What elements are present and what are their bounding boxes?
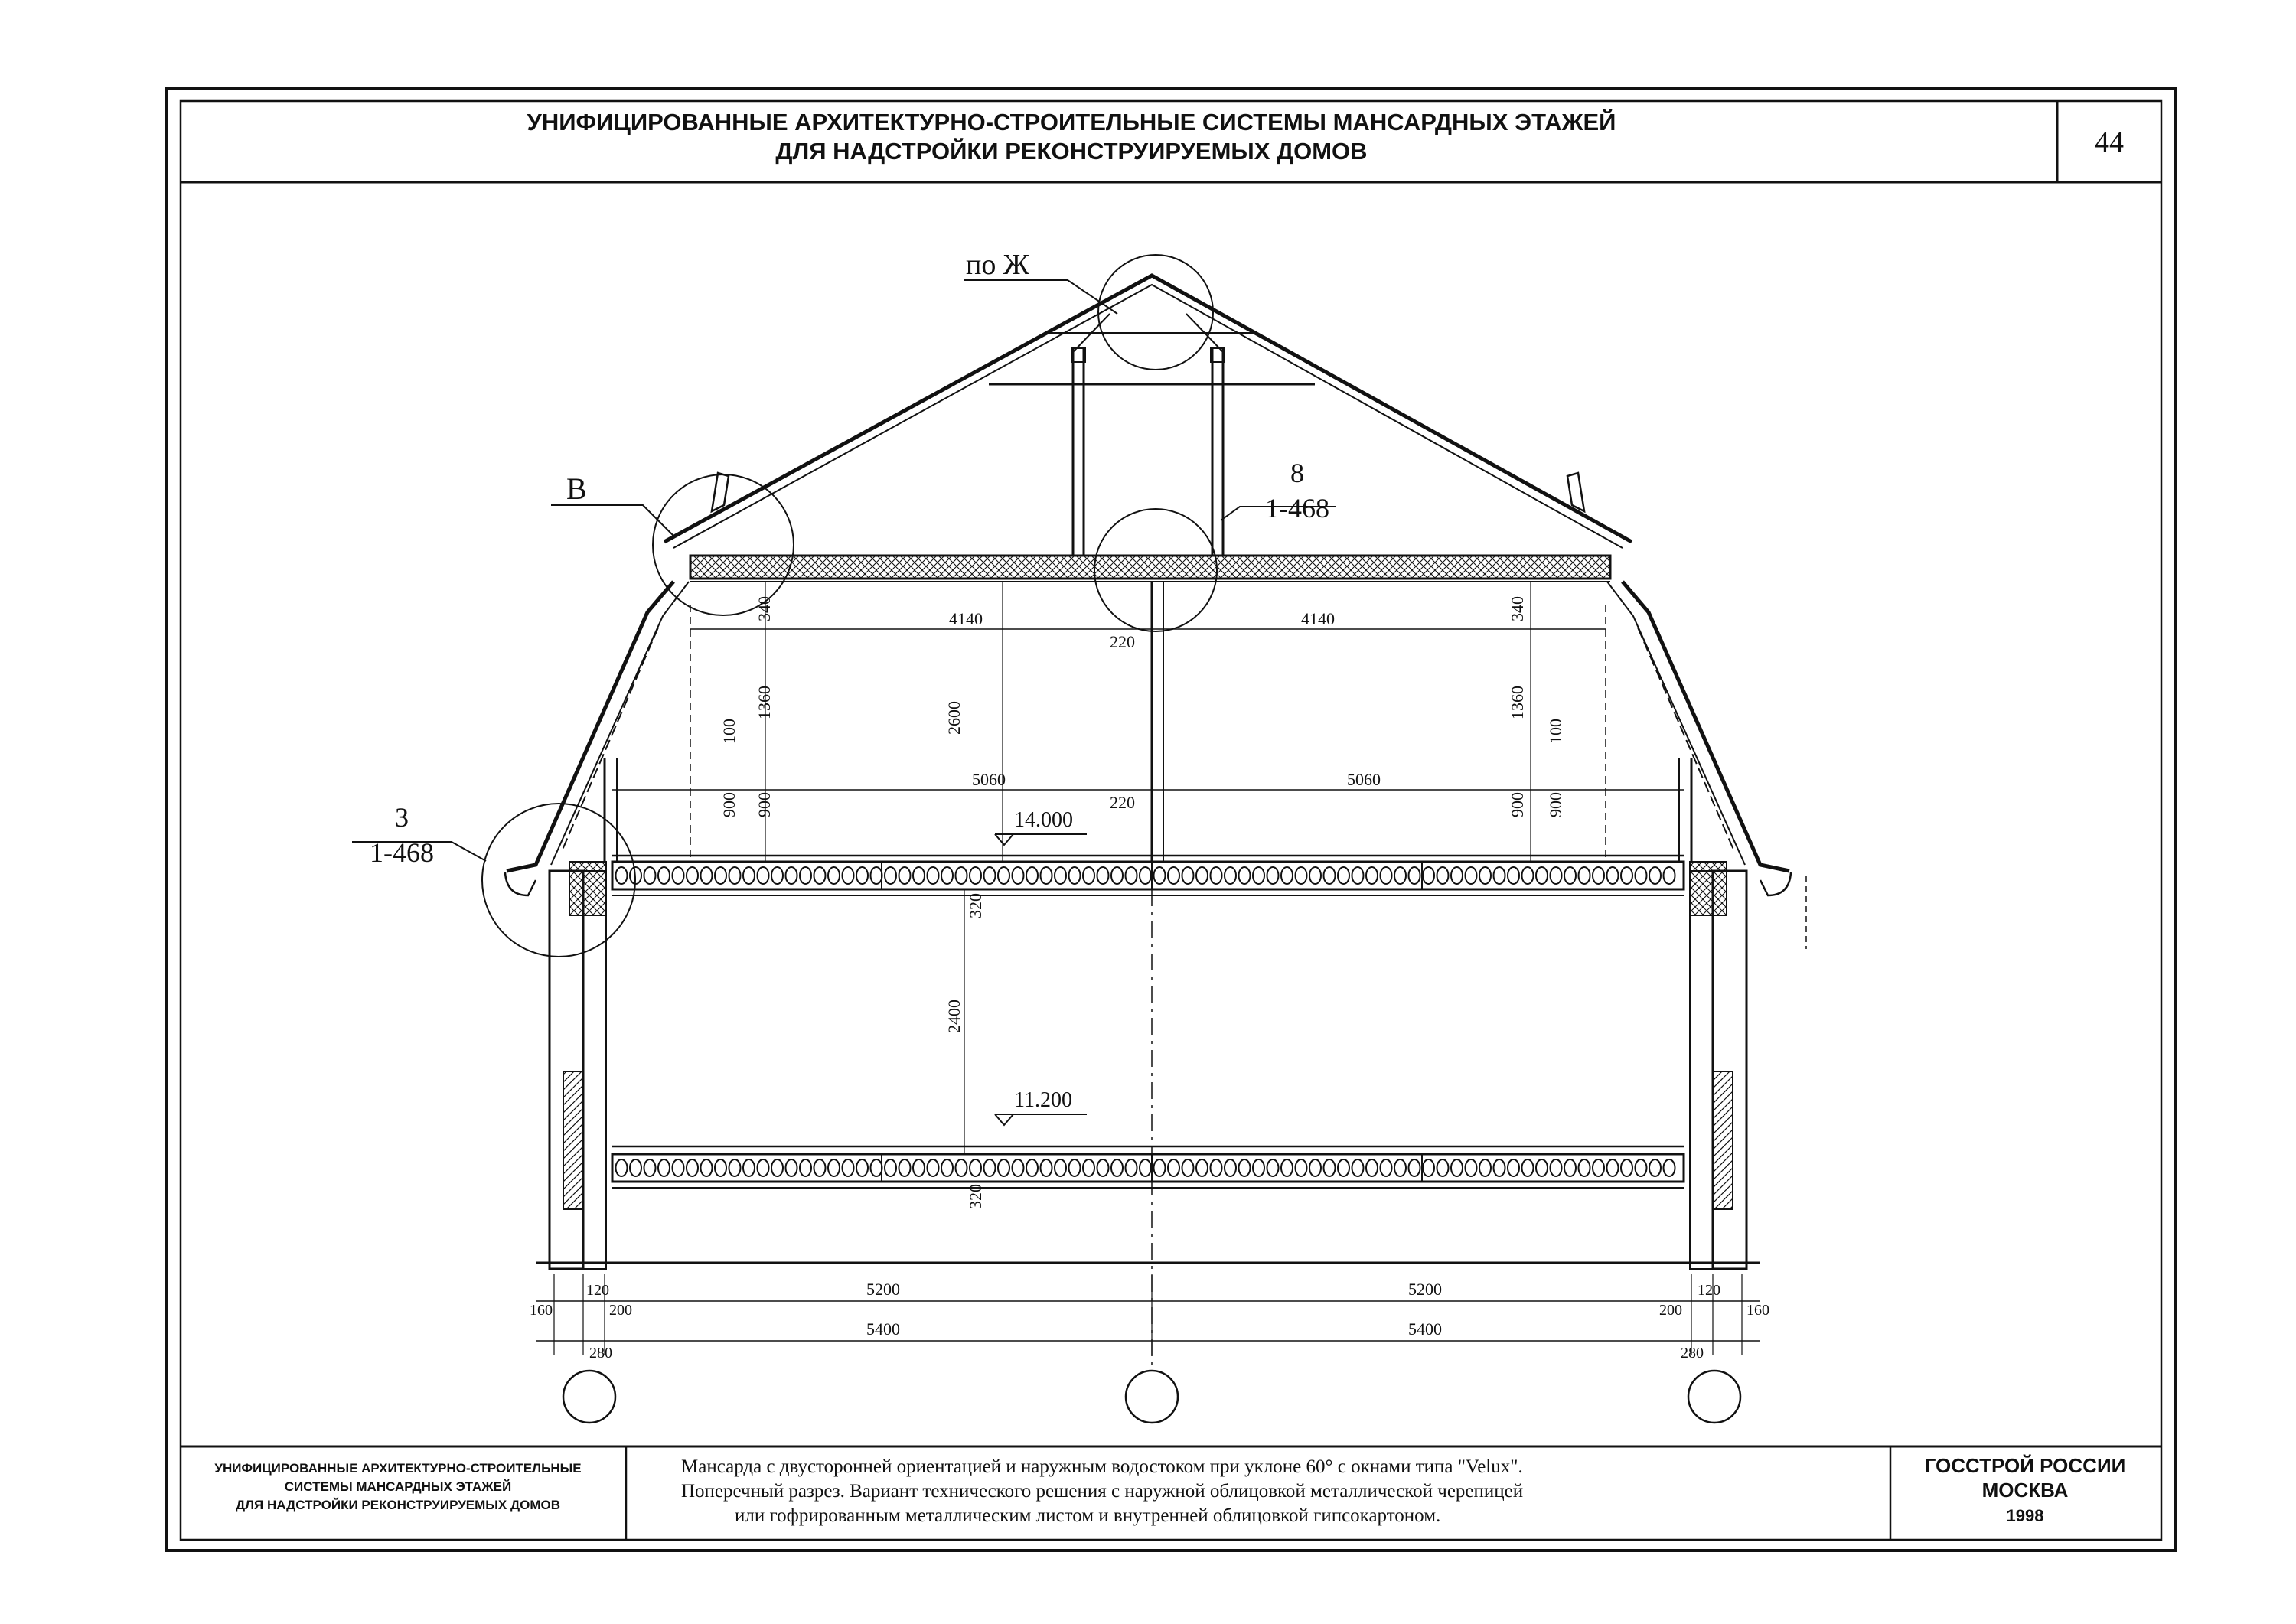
slab-void [1607, 867, 1619, 884]
slab-void [1394, 867, 1406, 884]
slab-void [658, 1159, 670, 1176]
slab-void [1636, 867, 1647, 884]
slab-void [1182, 1159, 1194, 1176]
slab-void [616, 1159, 628, 1176]
slab-void [970, 1159, 981, 1176]
sheet-number: 44 [2095, 126, 2124, 158]
slab-void [828, 867, 840, 884]
level-lower: 11.200 [1014, 1088, 1072, 1112]
slab-void [1026, 867, 1038, 884]
slab-void [1352, 1159, 1364, 1176]
slab-void [871, 867, 882, 884]
dim-900-a: 900 [719, 792, 739, 817]
slab-void [1168, 867, 1179, 884]
slab-void [1097, 1159, 1109, 1176]
tb-left-line2: СИСТЕМЫ МАНСАРДНЫХ ЭТАЖЕЙ [284, 1479, 512, 1494]
dim-attic-right: 4140 [1301, 609, 1335, 628]
slab-void [885, 1159, 896, 1176]
slab-void [1296, 1159, 1307, 1176]
slab-void [673, 1159, 684, 1176]
slab-void [899, 1159, 911, 1176]
slab-void [956, 1159, 967, 1176]
slab-void [1508, 1159, 1519, 1176]
axis-marker-left [563, 1371, 615, 1423]
callout-eave-upper: В [566, 471, 587, 506]
slab-void [644, 867, 656, 884]
slab-void [1437, 1159, 1449, 1176]
slab-void [1041, 867, 1052, 884]
dim-280-left: 280 [589, 1345, 612, 1361]
slab-void [1593, 1159, 1604, 1176]
dim-120-right: 120 [1698, 1282, 1720, 1299]
slab-void [630, 1159, 641, 1176]
tb-org-line2: МОСКВА [1981, 1479, 2069, 1502]
tb-desc-line3: или гофрированным металлическим листом и внутренней облицовкой гипсокартоном. [735, 1505, 1441, 1526]
slab-void [1196, 1159, 1208, 1176]
dim-floor-left: 5060 [972, 770, 1006, 789]
slab-void [1494, 1159, 1505, 1176]
slab-void [1111, 1159, 1123, 1176]
slab-void [1041, 1159, 1052, 1176]
slab-void [928, 1159, 939, 1176]
dim-floor-center: 220 [1110, 793, 1135, 812]
slab-void [673, 867, 684, 884]
slab-void [1239, 1159, 1251, 1176]
dim-5200-right: 5200 [1408, 1280, 1442, 1299]
callout-eave-lower-num: 3 [395, 802, 409, 833]
tb-desc-line2: Поперечный разрез. Вариант технического решения с наружной облицовкой металлической черепицей [681, 1481, 1524, 1502]
slab-void [1154, 867, 1166, 884]
slab-void [1381, 867, 1392, 884]
slab-void [814, 867, 826, 884]
slab-void [729, 1159, 741, 1176]
slab-void [1423, 867, 1434, 884]
slab-void [1494, 867, 1505, 884]
slab-void [1536, 1159, 1548, 1176]
slab-void [1253, 1159, 1264, 1176]
slab-void [758, 1159, 769, 1176]
slab-void [1267, 867, 1279, 884]
slab-void [1026, 1159, 1038, 1176]
slab-void [1437, 867, 1449, 884]
slab-void [1055, 867, 1066, 884]
slab-void [786, 867, 797, 884]
slab-void [658, 867, 670, 884]
slab-void [771, 867, 783, 884]
dim-1360-right: 1360 [1508, 686, 1527, 719]
slab-void [1479, 867, 1491, 884]
slab-void [1126, 1159, 1137, 1176]
dim-320-lower: 320 [966, 1184, 985, 1209]
dim-1360-left: 1360 [755, 686, 774, 719]
slab-void [1154, 1159, 1166, 1176]
slab-void [1083, 867, 1094, 884]
slab-void [984, 867, 996, 884]
dim-900-b: 900 [755, 792, 774, 817]
dim-2600: 2600 [944, 701, 964, 735]
dim-160-right: 160 [1746, 1302, 1769, 1319]
dim-2400: 2400 [944, 1000, 964, 1033]
slab-void [1508, 867, 1519, 884]
slab-void [941, 867, 953, 884]
slab-void [984, 1159, 996, 1176]
header-title-line1: УНИФИЦИРОВАННЫЕ АРХИТЕКТУРНО-СТРОИТЕЛЬНЫЕ СИСТЕМЫ МАНСАРДНЫХ ЭТАЖЕЙ [527, 109, 1616, 135]
level-upper: 14.000 [1014, 808, 1073, 832]
dim-120-left: 120 [586, 1282, 609, 1299]
dim-160-left: 160 [530, 1302, 553, 1319]
slab-void [1111, 867, 1123, 884]
slab-void [1621, 867, 1632, 884]
slab-void [828, 1159, 840, 1176]
slab-void [1366, 867, 1378, 884]
slab-void [1338, 867, 1349, 884]
slab-void [1281, 867, 1293, 884]
tb-desc-line1: Мансарда с двусторонней ориентацией и наружным водостоком при уклоне 60° с окнами типа "Velux". [681, 1456, 1523, 1477]
dim-280-right: 280 [1681, 1345, 1704, 1361]
slab-void [644, 1159, 656, 1176]
slab-void [1013, 867, 1024, 884]
tb-left-line1: УНИФИЦИРОВАННЫЕ АРХИТЕКТУРНО-СТРОИТЕЛЬНЫЕ [214, 1461, 582, 1476]
slab-void [1225, 1159, 1236, 1176]
slab-void [941, 1159, 953, 1176]
dim-floor-right: 5060 [1347, 770, 1381, 789]
slab-void [1069, 867, 1081, 884]
tb-org-line1: ГОССТРОЙ РОССИИ [1924, 1454, 2126, 1477]
slab-void [800, 867, 811, 884]
slab-void [1281, 1159, 1293, 1176]
slab-void [1423, 1159, 1434, 1176]
slab-void [616, 867, 628, 884]
slab-void [928, 867, 939, 884]
slab-void [1211, 1159, 1222, 1176]
slab-void [1593, 867, 1604, 884]
dim-340-left: 340 [755, 596, 774, 621]
slab-void [1479, 1159, 1491, 1176]
slab-void [800, 1159, 811, 1176]
tb-year: 1998 [2006, 1506, 2044, 1525]
slab-void [1182, 867, 1194, 884]
slab-void [1083, 1159, 1094, 1176]
dim-100-left: 100 [719, 719, 739, 744]
slab-void [1522, 1159, 1534, 1176]
slab-void [1013, 1159, 1024, 1176]
callout-ridge: по Ж [966, 249, 1029, 281]
slab-void [1324, 1159, 1336, 1176]
dim-attic-center: 220 [1110, 632, 1135, 651]
slab-void [913, 1159, 925, 1176]
detail-circle-eave-upper [653, 474, 794, 615]
dim-5400-left: 5400 [866, 1319, 900, 1339]
slab-void [1309, 1159, 1321, 1176]
callout-center-ref: 1-468 [1265, 493, 1329, 523]
callout-eave-lower-ref: 1-468 [370, 837, 434, 868]
dim-200-left: 200 [609, 1302, 632, 1319]
slab-void [843, 1159, 854, 1176]
slab-void [970, 867, 981, 884]
slab-void [1239, 867, 1251, 884]
slab-void [1366, 1159, 1378, 1176]
slab-void [956, 867, 967, 884]
dim-100-right: 100 [1546, 719, 1565, 744]
building-section [505, 582, 1806, 1370]
slab-void [786, 1159, 797, 1176]
slab-void [715, 1159, 726, 1176]
slab-void [856, 867, 868, 884]
dim-5200-left: 5200 [866, 1280, 900, 1299]
slab-void [1352, 867, 1364, 884]
slab-void [1211, 867, 1222, 884]
roof-structure [507, 276, 1789, 871]
slab-void [1579, 867, 1590, 884]
slab-void [1551, 1159, 1562, 1176]
slab-void [1522, 867, 1534, 884]
tb-left-line3: ДЛЯ НАДСТРОЙКИ РЕКОНСТРУИРУЕМЫХ ДОМОВ [236, 1498, 560, 1512]
slab-void [885, 867, 896, 884]
slab-void [1636, 1159, 1647, 1176]
dim-900-d: 900 [1546, 792, 1565, 817]
sheet-frame [167, 89, 2175, 1551]
slab-void [743, 867, 755, 884]
slab-void [1338, 1159, 1349, 1176]
slab-void [814, 1159, 826, 1176]
slab-void [1466, 1159, 1477, 1176]
slab-void [1055, 1159, 1066, 1176]
dim-attic-left: 4140 [949, 609, 983, 628]
slab-void [1381, 1159, 1392, 1176]
slab-void [998, 867, 1009, 884]
dimension-lines [536, 582, 1760, 1355]
slab-void [701, 1159, 713, 1176]
slab-void [871, 1159, 882, 1176]
slab-void [1607, 1159, 1619, 1176]
slab-void [1225, 867, 1236, 884]
slab-void [899, 867, 911, 884]
slab-void [758, 867, 769, 884]
slab-void [729, 867, 741, 884]
slab-void [1536, 867, 1548, 884]
slab-void [701, 867, 713, 884]
slab-void [1253, 867, 1264, 884]
slab-void [1451, 1159, 1463, 1176]
slab-void [1551, 867, 1562, 884]
slab-void [1564, 1159, 1576, 1176]
callout-center-num: 8 [1290, 458, 1304, 488]
slab-void [771, 1159, 783, 1176]
dim-340-right: 340 [1508, 596, 1527, 621]
slab-void [1168, 1159, 1179, 1176]
slab-void [1196, 867, 1208, 884]
header-title-line2: ДЛЯ НАДСТРОЙКИ РЕКОНСТРУИРУЕМЫХ ДОМОВ [775, 138, 1368, 165]
slab-void [1126, 867, 1137, 884]
axis-marker-center [1126, 1371, 1178, 1423]
slab-void [1394, 1159, 1406, 1176]
slab-void [1324, 867, 1336, 884]
slab-void [998, 1159, 1009, 1176]
slab-void [1579, 1159, 1590, 1176]
dim-320-upper: 320 [966, 893, 985, 918]
slab-void [1267, 1159, 1279, 1176]
slab-void [1649, 867, 1661, 884]
slab-void [1564, 867, 1576, 884]
slab-void [1409, 1159, 1420, 1176]
slab-void [1649, 1159, 1661, 1176]
slab-void [843, 867, 854, 884]
slab-void [687, 1159, 698, 1176]
slab-void [1621, 1159, 1632, 1176]
slab-void [1309, 867, 1321, 884]
slab-void [715, 867, 726, 884]
callout-leaders [352, 280, 1336, 1125]
dim-5400-right: 5400 [1408, 1319, 1442, 1339]
slab-void [743, 1159, 755, 1176]
slab-void [1409, 867, 1420, 884]
slab-void [1451, 867, 1463, 884]
slab-void [913, 867, 925, 884]
slab-void [1664, 1159, 1675, 1176]
slab-void [1140, 1159, 1151, 1176]
slab-void [1069, 1159, 1081, 1176]
slab-void [1097, 867, 1109, 884]
slab-void [1296, 867, 1307, 884]
slab-void [1140, 867, 1151, 884]
axis-marker-right [1688, 1371, 1740, 1423]
slab-void [687, 867, 698, 884]
dim-900-c: 900 [1508, 792, 1527, 817]
slab-void [1466, 867, 1477, 884]
slab-void [1664, 867, 1675, 884]
slab-void [856, 1159, 868, 1176]
dim-200-right: 200 [1659, 1302, 1682, 1319]
